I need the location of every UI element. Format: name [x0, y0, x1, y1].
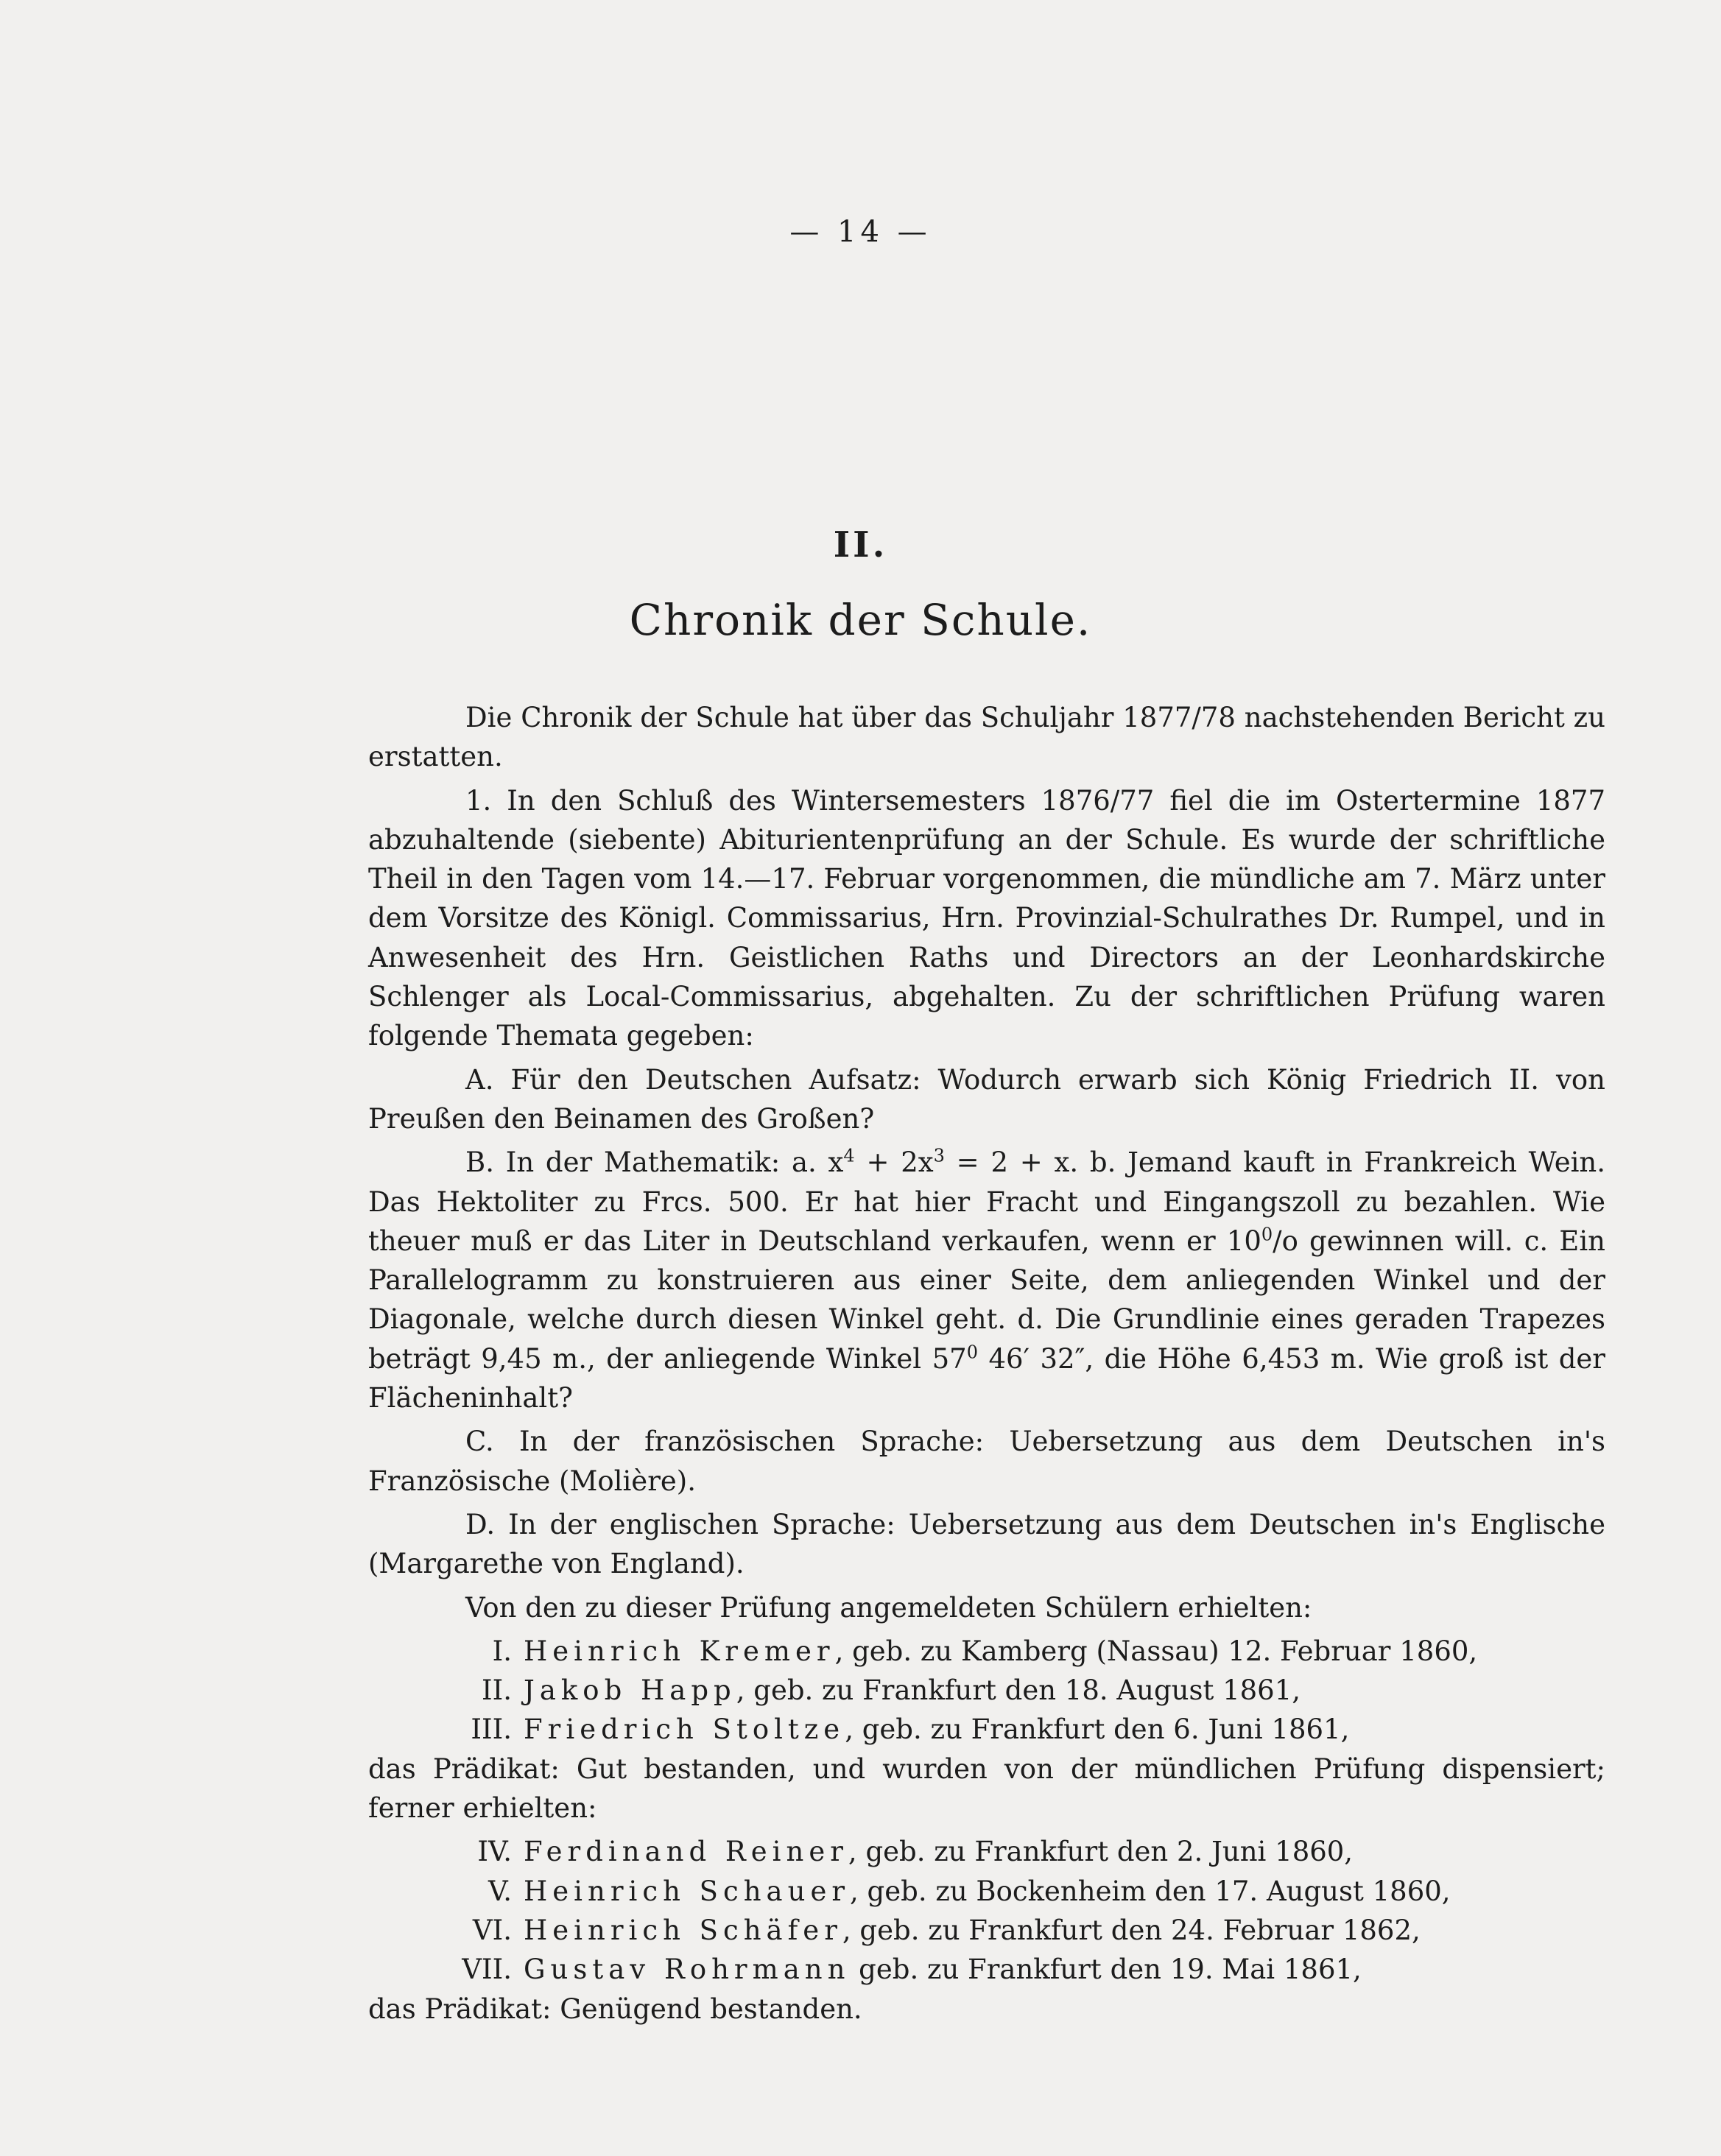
student-number: II. — [482, 1674, 512, 1707]
theme-b-text-5: 46′ 32″, die Höhe 6,453 m. Wie groß ist der Flächeninhalt? — [368, 1342, 1605, 1415]
theme-b-exp-3: 0 — [1261, 1224, 1273, 1245]
student-row — [368, 1832, 1605, 1871]
student-details: , geb. zu Bockenheim den 17. August 1860, — [850, 1875, 1451, 1907]
student-row — [368, 1671, 1605, 1710]
theme-d-paragraph: D. In der englischen Sprache: Uebersetzung aus dem Deutschen in's Englische (Margarethe von England). — [368, 1508, 1605, 1580]
student-details: , geb. zu Frankfurt den 18. August 1861, — [736, 1674, 1301, 1707]
student-row — [368, 1632, 1605, 1671]
student-name: Gustav Rohrmann — [524, 1954, 851, 1986]
intro-paragraph: Die Chronik der Schule hat über das Schuljahr 1877/78 nachstehenden Bericht zu erstatten. — [368, 702, 1605, 773]
result-paragraph-1: das Prädikat: Gut bestanden, und wurden von der mündlichen Prüfung dispensiert; ferner erhielten: — [368, 1752, 1605, 1825]
student-row — [368, 1710, 1605, 1749]
student-details: , geb. zu Frankfurt den 6. Juni 1861, — [845, 1713, 1350, 1746]
student-name: Heinrich Schauer — [524, 1875, 851, 1907]
student-name: Heinrich Kremer — [524, 1635, 835, 1667]
announce-paragraph: Von den zu dieser Prüfung angemeldeten Schülern erhielten: — [465, 1591, 1312, 1624]
theme-b-exp-2: 3 — [933, 1145, 945, 1166]
student-number: III. — [471, 1713, 512, 1746]
student-row — [368, 1872, 1605, 1911]
result-paragraph-2: das Prädikat: Genügend bestanden. — [368, 1993, 862, 2025]
theme-b-text-3: = 2 + x. b. Jemand kauft in Frankreich Wein. Das Hektoliter zu Frcs. 500. Er hat hier Fracht und Eingangszoll zu bezahlen. Wie theuer muß er das Liter in Deutschland verkaufen, wenn er 10 — [368, 1146, 1606, 1257]
students-list-1 — [368, 1632, 1605, 1750]
student-name: Heinrich Schäfer — [524, 1914, 842, 1946]
section-number: II. — [833, 524, 888, 566]
page-number: — 14 — — [789, 215, 932, 249]
student-number: IV. — [477, 1836, 512, 1868]
chronicle-body — [368, 698, 1605, 2033]
student-number: I. — [492, 1635, 512, 1667]
student-row — [368, 1911, 1605, 1950]
student-name: Ferdinand Reiner — [524, 1836, 848, 1868]
theme-a-paragraph: A. Für den Deutschen Aufsatz: Wodurch erwarb sich König Friedrich II. von Preußen den Beinamen des Großen? — [368, 1063, 1605, 1135]
theme-b-text-2: + 2x — [854, 1146, 934, 1179]
student-number: V. — [488, 1875, 512, 1907]
student-number: VI. — [472, 1914, 512, 1946]
student-details: , geb. zu Kamberg (Nassau) 12. Februar 1860, — [834, 1635, 1478, 1667]
theme-b-text-1: B. In der Mathematik: a. x — [465, 1146, 844, 1179]
student-row — [368, 1950, 1605, 1989]
student-name: Jakob Happ — [524, 1674, 736, 1707]
student-details: geb. zu Frankfurt den 19. Mai 1861, — [850, 1954, 1362, 1986]
theme-c-paragraph: C. In der französischen Sprache: Uebersetzung aus dem Deutschen in's Französische (Molière). — [368, 1426, 1605, 1497]
theme-b-exp-1: 4 — [843, 1145, 855, 1166]
theme-b-text-4: /o gewinnen will. c. Ein Parallelogramm zu konstruieren aus einer Seite, dem anliegenden Winkel und der Diagonale, welche durch diesen Winkel geht. d. Die Grundlinie eines geraden Trapezes beträgt 9,45 m., der anliegende Winkel 57 — [368, 1225, 1605, 1375]
theme-b-paragraph — [368, 1143, 1605, 1417]
student-number: VII. — [462, 1954, 512, 1986]
student-details: , geb. zu Frankfurt den 2. Juni 1860, — [848, 1836, 1354, 1868]
students-list-2 — [368, 1832, 1605, 1989]
exam-paragraph: 1. In den Schluß des Wintersemesters 1876/77 fiel die im Ostertermine 1877 abzuhaltende (siebente) Abiturientenprüfung an der Schule. Es wurde der schriftliche Theil in den Tagen vom 14.—17. Februar vorgenommen, die mündliche am 7. März unter dem Vorsitze des Königl. Commissarius, Hrn. Provinzial-Schulrathes Dr. Rumpel, und in Anwesenheit des Hrn. Geistlichen Raths und Directors an der Leonhardskirche Schlenger als Local-Commissarius, abgehalten. Zu der schriftlichen Prüfung waren folgende Themata gegeben: — [368, 784, 1605, 1052]
student-details: , geb. zu Frankfurt den 24. Februar 1862, — [842, 1914, 1421, 1946]
student-name: Friedrich Stoltze — [524, 1713, 845, 1746]
theme-b-exp-4: 0 — [966, 1342, 978, 1363]
section-title: Chronik der Schule. — [629, 595, 1092, 645]
